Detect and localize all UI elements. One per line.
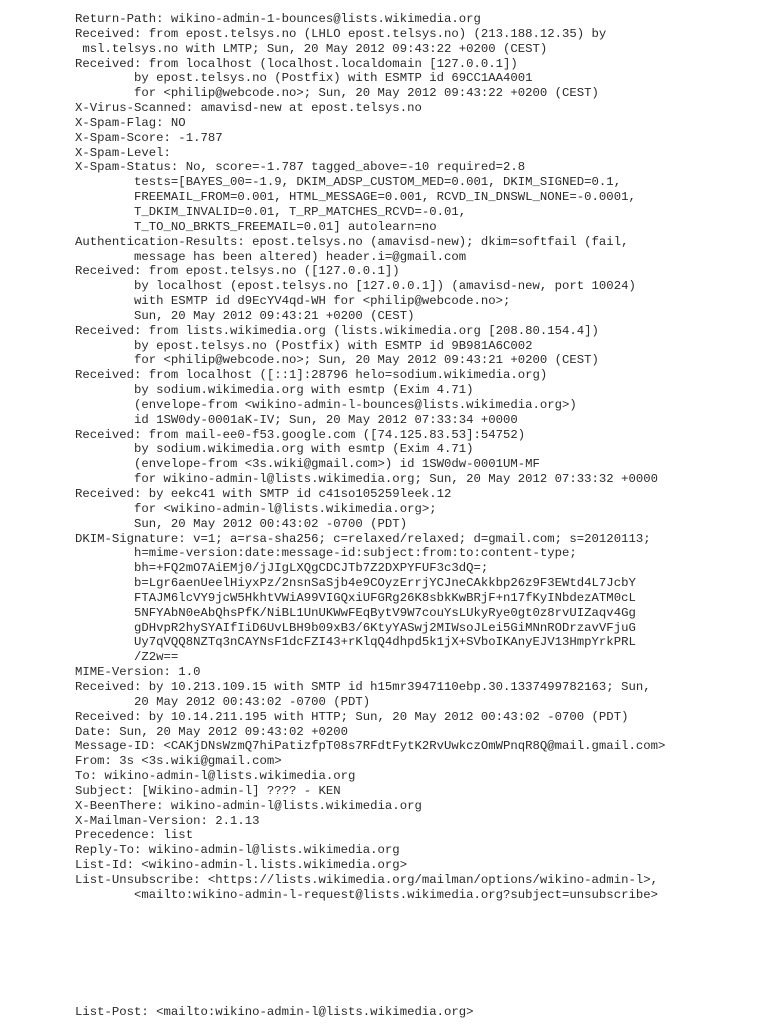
header-line: msl.telsys.no with LMTP; Sun, 20 May 2012 09:43:22 +0200 (CEST) [75,41,548,56]
header-line: X-Spam-Flag: NO [75,115,186,130]
header-line: T_DKIM_INVALID=0.01, T_RP_MATCHES_RCVD=-0.01, [75,204,467,219]
email-header-tail [75,1005,765,1020]
header-line: Received: from epost.telsys.no ([127.0.0.1]) [75,264,400,279]
header-line: Received: from localhost (localhost.localdomain [127.0.0.1]) [75,56,518,71]
header-line: Subject: [Wikino-admin-l] ???? - KEN [75,783,341,798]
header-line: To: wikino-admin-l@lists.wikimedia.org [75,769,356,784]
header-line: Received: by eekc41 with SMTP id c41so105259leek.12 [75,487,452,501]
header-line: List-Unsubscribe: <https://lists.wikimedia.org/mailman/options/wikino-admin-l>, [75,872,658,887]
header-line: Sun, 20 May 2012 00:43:02 -0700 (PDT) [75,516,408,531]
header-line: Message-ID: <CAKjDNsWzmQ7hiPatizfpT08s7RFdtFytK2RvUwkczOmWPnqR8Q@mail.gmail.com> [75,739,666,754]
header-line: 5NFYAbN0eAbQhsPfK/NiBL1UnUKWwFEqBytV9W7couYsLUkyRye0gt0z8rvUIZaqv4Gg [75,605,636,620]
header-line: id 1SW0dy-0001aK-IV; Sun, 20 May 2012 07:33:34 +0000 [75,412,518,427]
list-post-line: List-Post: <mailto:wikino-admin-l@lists.wikimedia.org> [75,1005,474,1019]
header-line: by epost.telsys.no (Postfix) with ESMTP id 9B981A6C002 [75,338,533,353]
header-line: X-Spam-Score: -1.787 [75,130,223,145]
header-line: Received: from mail-ee0-f53.google.com ([74.125.83.53]:54752) [75,427,526,442]
header-line: X-BeenThere: wikino-admin-l@lists.wikimedia.org [75,798,422,813]
header-line: Received: by 10.14.211.195 with HTTP; Sun, 20 May 2012 00:43:02 -0700 (PDT) [75,709,629,724]
header-line: T_TO_NO_BRKTS_FREEMAIL=0.01] autolearn=no [75,219,437,234]
header-line: Sun, 20 May 2012 09:43:21 +0200 (CEST) [75,308,415,323]
header-line: FREEMAIL_FROM=0.001, HTML_MESSAGE=0.001, RCVD_IN_DNSWL_NONE=-0.0001, [75,190,636,205]
header-line: List-Id: <wikino-admin-l.lists.wikimedia.org> [75,858,408,873]
header-line: /Z2w== [75,650,179,665]
header-line: Precedence: list [75,828,194,843]
header-line: for <philip@webcode.no>; Sun, 20 May 2012 09:43:21 +0200 (CEST) [75,353,599,368]
header-line: by sodium.wikimedia.org with esmtp (Exim 4.71) [75,383,474,398]
header-line: for <philip@webcode.no>; Sun, 20 May 2012 09:43:22 +0200 (CEST) [75,86,599,101]
header-line: Reply-To: wikino-admin-l@lists.wikimedia.org [75,843,400,858]
header-line: Received: by 10.213.109.15 with SMTP id h15mr3947110ebp.30.1337499782163; Sun, [75,679,651,694]
header-line: for wikino-admin-l@lists.wikimedia.org; Sun, 20 May 2012 07:33:32 +0000 [75,472,658,487]
header-line: Authentication-Results: epost.telsys.no (amavisd-new); dkim=softfail (fail, [75,234,629,249]
header-line: FTAJM6lcVY9jcW5HkhtVWiA99VIGQxiUFGRg26K8sbkKwBRjF+n17fKyINbdezATM0cL [75,590,636,605]
header-line: h=mime-version:date:message-id:subject:from:to:content-type; [75,546,577,561]
header-line: bh=+FQ2mO7AiEMj0/jJIgLXQgCDCJTb7Z2DXPYFUF3c3dQ=; [75,561,489,576]
header-line: Received: from epost.telsys.no (LHLO epost.telsys.no) (213.188.12.35) by [75,26,607,41]
header-line: X-Spam-Status: No, score=-1.787 tagged_above=-10 required=2.8 [75,160,526,175]
header-line: gDHvpR2hySYAIfIiD6UvLBH9b09xB3/6KtyYASwj2MIWsoJLei5GiMNnRODrzavVFjuG [75,620,636,635]
header-line: Received: from lists.wikimedia.org (lists.wikimedia.org [208.80.154.4]) [75,323,599,338]
header-line: b=Lgr6aenUeelHiyxPz/2nsnSaSjb4e9COyzErrjYCJneCAkkbp26z9F3EWtd4L7JcbY [75,576,636,591]
header-line: MIME-Version: 1.0 [75,665,201,680]
header-line: by epost.telsys.no (Postfix) with ESMTP id 69CC1AA4001 [75,71,533,86]
header-line: DKIM-Signature: v=1; a=rsa-sha256; c=relaxed/relaxed; d=gmail.com; s=20120113; [75,531,651,546]
header-line: by localhost (epost.telsys.no [127.0.0.1]) (amavisd-new, port 10024) [75,279,636,294]
header-line: Date: Sun, 20 May 2012 09:43:02 +0200 [75,724,349,739]
header-line: Received: from localhost ([::1]:28796 helo=sodium.wikimedia.org) [75,368,548,383]
header-line: message has been altered) header.i=@gmail.com [75,249,467,264]
header-line: Return-Path: wikino-admin-1-bounces@lists.wikimedia.org [75,12,481,26]
email-header-text [75,12,765,903]
header-line: From: 3s <3s.wiki@gmail.com> [75,754,282,769]
header-line: with ESMTP id d9EcYV4qd-WH for <philip@webcode.no>; [75,294,511,309]
header-line: (envelope-from <wikino-admin-l-bounces@lists.wikimedia.org>) [75,397,577,412]
header-line: X-Spam-Level: [75,145,171,160]
header-line: Uy7qVQQ8NZTq3nCAYNsF1dcFZI43+rKlqQ4dhpd5k1jX+SVboIKAnyEJV13HmpYrkPRL [75,635,636,650]
header-line: <mailto:wikino-admin-l-request@lists.wikimedia.org?subject=unsubscribe> [75,887,658,902]
header-line: X-Mailman-Version: 2.1.13 [75,813,260,828]
header-line: tests=[BAYES_00=-1.9, DKIM_ADSP_CUSTOM_MED=0.001, DKIM_SIGNED=0.1, [75,175,622,190]
header-line: (envelope-from <3s.wiki@gmail.com>) id 1SW0dw-0001UM-MF [75,457,540,472]
header-line: X-Virus-Scanned: amavisd-new at epost.telsys.no [75,101,422,116]
header-line: by sodium.wikimedia.org with esmtp (Exim 4.71) [75,442,474,457]
header-line: 20 May 2012 00:43:02 -0700 (PDT) [75,694,371,709]
header-line: for <wikino-admin-l@lists.wikimedia.org>; [75,501,437,516]
